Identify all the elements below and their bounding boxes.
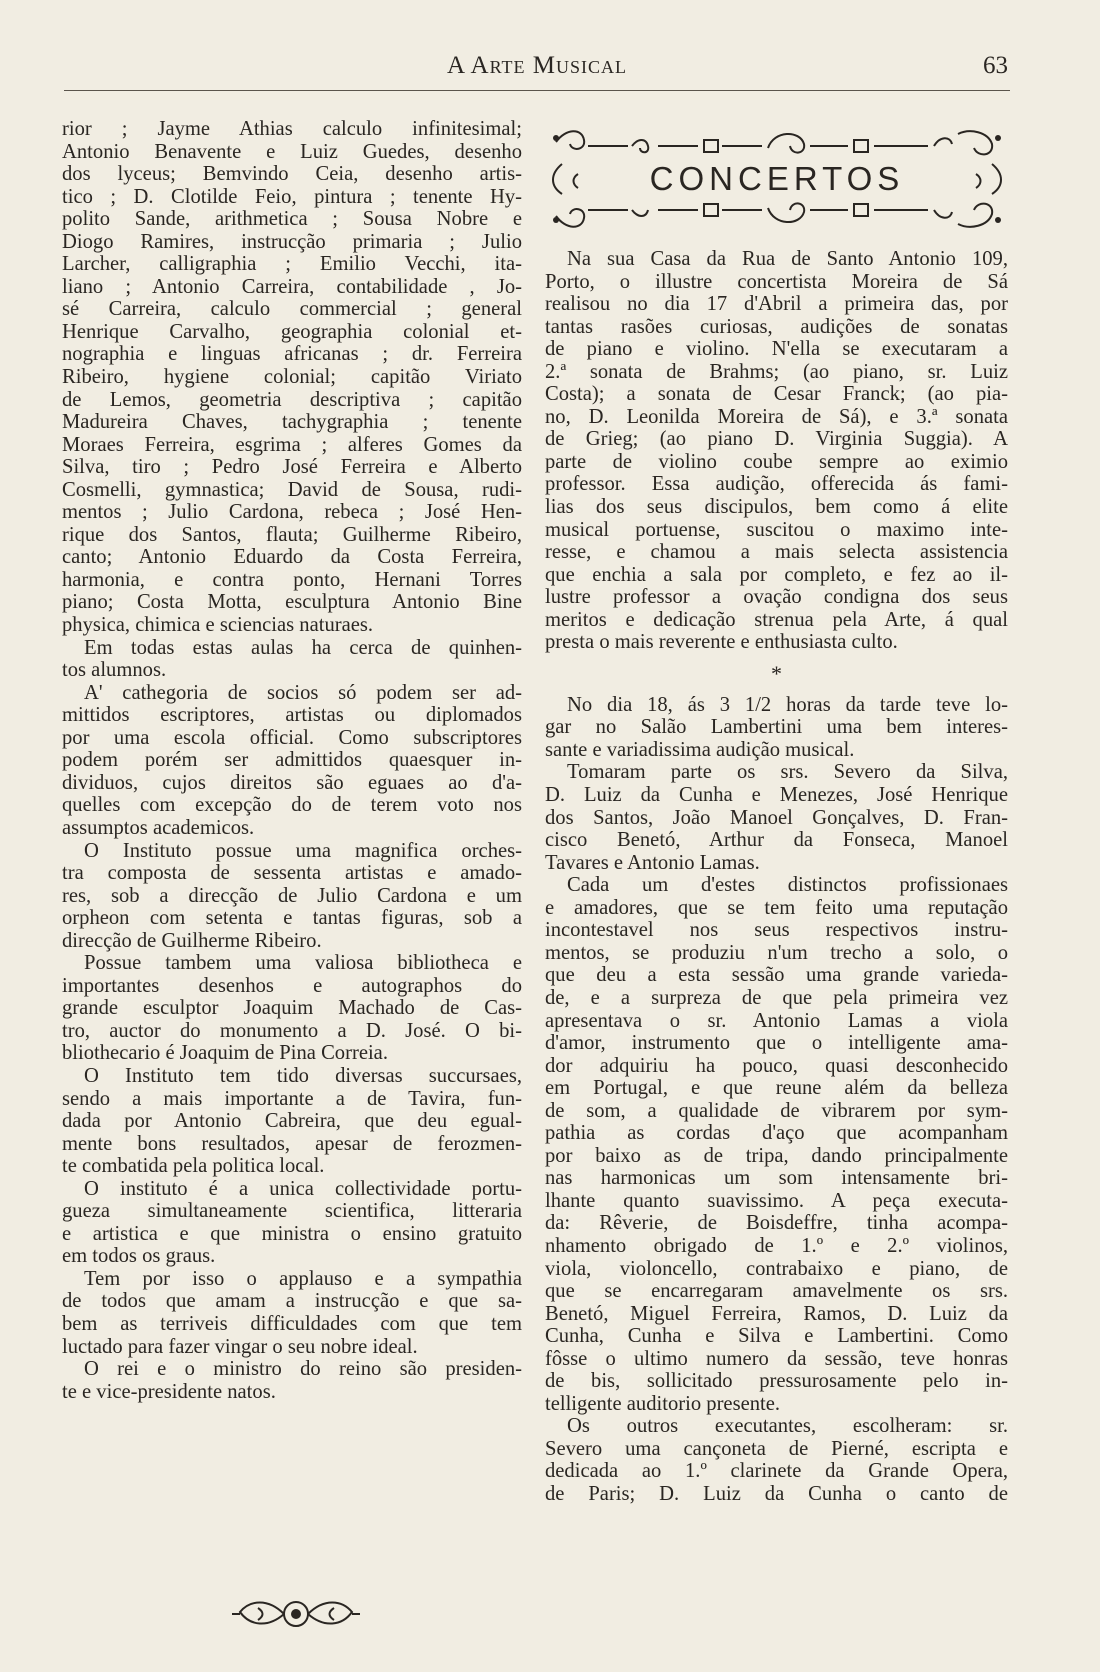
text-line: Henrique Carvalho, geographia colonial et- bbox=[62, 320, 522, 343]
text-line: Antonio Benavente e Luiz Guedes, desenho bbox=[62, 140, 522, 163]
text-line: em Portugal, e que reune além da belleza bbox=[545, 1077, 1008, 1100]
text-line: que se encarregaram amavelmente os srs. bbox=[545, 1280, 1008, 1303]
text-line: bliothecario é Joaquim de Pina Correia. bbox=[62, 1042, 388, 1065]
text-line: Madureira Chaves, tachygraphia ; tenente bbox=[62, 411, 522, 434]
text-line: sante e variadissima audição musical. bbox=[545, 738, 855, 761]
text-line: Possue tambem uma valiosa bibliotheca e bbox=[84, 952, 522, 975]
text-line: de todos que amam a instrucção e que sa- bbox=[62, 1290, 522, 1313]
text-line: de piano e violino. N'ella se executaram a bbox=[545, 338, 1008, 361]
text-line: de som, a qualidade de vibrarem por sym- bbox=[545, 1099, 1008, 1122]
text-line: res, sob a direcção de Julio Cardona e um bbox=[62, 884, 522, 907]
text-line: viola, violoncello, contrabaixo e piano, de bbox=[545, 1257, 1008, 1280]
text-line: O Instituto tem tido diversas succursaes, bbox=[84, 1064, 522, 1087]
text-line: O rei e o ministro do reino são presiden- bbox=[84, 1358, 522, 1381]
text-line: lustre professor a ovação condigna dos seus bbox=[545, 586, 1008, 609]
running-header bbox=[64, 52, 1010, 86]
text-line: telligente auditorio presente. bbox=[545, 1392, 781, 1415]
text-line: Benetó, Miguel Ferreira, Ramos, D. Luiz da bbox=[545, 1302, 1008, 1325]
text-line: dos lyceus; Bemvindo Ceia, desenho artis- bbox=[62, 163, 522, 186]
text-line: Cosmelli, gymnastica; David de Sousa, rudi- bbox=[62, 478, 522, 501]
text-line: de Grieg; (ao piano D. Virginia Suggia). A bbox=[545, 428, 1008, 451]
text-line: professor. Essa audição, offerecida ás fami- bbox=[545, 473, 1008, 496]
text-line: de, e a surpreza de que pela primeira vez bbox=[545, 986, 1008, 1009]
text-line: nographia e linguas africanas ; dr. Ferreira bbox=[62, 343, 522, 366]
text-line: luctado para fazer vingar o seu nobre ideal. bbox=[62, 1335, 418, 1358]
text-line: Diogo Ramires, instrucção primaria ; Julio bbox=[62, 230, 522, 253]
text-line: Cada um d'estes distinctos profissionaes bbox=[567, 874, 1008, 897]
text-line: D. Luiz da Cunha e Menezes, José Henrique bbox=[545, 784, 1008, 807]
text-line: de Paris; D. Luiz da Cunha o canto de bbox=[545, 1482, 1008, 1505]
text-line: rique dos Santos, flauta; Guilherme Ribeiro, bbox=[62, 523, 522, 546]
text-line: assumptos academicos. bbox=[62, 816, 255, 839]
text-line: tro, auctor do monumento a D. José. O bi- bbox=[62, 1019, 522, 1042]
text-line: dedicada ao 1.º clarinete da Grande Opera, bbox=[545, 1460, 1008, 1483]
text-line: resse, e chamou a mais selecta assistencia bbox=[545, 541, 1008, 564]
right-column bbox=[545, 248, 1008, 1506]
text-line: 2.ª sonata de Brahms; (ao piano, sr. Luiz bbox=[545, 360, 1008, 383]
text-line: da: Rêverie, de Boisdeffre, tinha acompa- bbox=[545, 1212, 1008, 1235]
text-line: dividuos, cujos direitos são eguaes ao d'a- bbox=[62, 771, 522, 794]
text-line: quelles com excepção do de terem voto nos bbox=[62, 794, 522, 817]
text-line: realisou no dia 17 d'Abril a primeira das, por bbox=[545, 293, 1008, 316]
text-line: em todos os graus. bbox=[62, 1245, 216, 1268]
text-line: No dia 18, ás 3 1/2 horas da tarde teve lo- bbox=[567, 693, 1008, 716]
text-line: canto; Antonio Eduardo da Costa Ferreira, bbox=[62, 546, 522, 569]
concertos-heading bbox=[548, 124, 1006, 234]
text-line: Cunha, Cunha e Silva e Lambertini. Como bbox=[545, 1325, 1008, 1348]
text-line: Tomaram parte os srs. Severo da Silva, bbox=[567, 761, 1008, 784]
text-line: presta o mais reverente e enthusiasta culto. bbox=[545, 631, 898, 654]
text-line: Porto, o illustre concertista Moreira de Sá bbox=[545, 270, 1008, 293]
text-line: nhamento obrigado de 1.º e 2.º violinos, bbox=[545, 1234, 1008, 1257]
text-line: orpheon com setenta e tantas figuras, sob a bbox=[62, 907, 522, 930]
text-line: importantes desenhos e autographos do bbox=[62, 974, 522, 997]
text-line: piano; Costa Motta, esculptura Antonio Bine bbox=[62, 591, 522, 614]
text-line: tico ; D. Clotilde Feio, pintura ; tenente Hy- bbox=[62, 185, 522, 208]
text-line: e amadores, que se tem feito uma reputação bbox=[545, 896, 1008, 919]
text-line: liano ; Antonio Carreira, contabilidade , Jo- bbox=[62, 275, 522, 298]
left-column bbox=[62, 118, 522, 1403]
text-line: rior ; Jayme Athias calculo infinitesimal; bbox=[62, 118, 522, 140]
text-line: Os outros executantes, escolheram: sr. bbox=[567, 1415, 1008, 1438]
text-line: lhante quanto suavissimo. A peça executa- bbox=[545, 1189, 1008, 1212]
text-line: e artistica e que ministra o ensino gratuito bbox=[62, 1222, 522, 1245]
page-number: 63 bbox=[983, 52, 1008, 79]
text-line: pathia as cordas d'aço que acompanham bbox=[545, 1122, 1008, 1145]
text-line: dada por Antonio Cabreira, que deu egual- bbox=[62, 1110, 522, 1133]
asterisk-separator: * bbox=[771, 660, 782, 686]
text-line: de Lemos, geometria descriptiva ; capitão bbox=[62, 388, 522, 411]
text-line: podem porém ser admittidos quaesquer in- bbox=[62, 749, 522, 772]
text-line: sendo a mais importante a de Tavira, fun- bbox=[62, 1087, 522, 1110]
text-line: Na sua Casa da Rua de Santo Antonio 109, bbox=[567, 248, 1008, 270]
text-line: te combatida pela politica local. bbox=[62, 1155, 325, 1178]
text-line: Costa); a sonata de Cesar Franck; (ao pia- bbox=[545, 383, 1008, 406]
text-line: direcção de Guilherme Ribeiro. bbox=[62, 929, 322, 952]
text-line: Severo uma cançoneta de Pierné, escripta e bbox=[545, 1437, 1008, 1460]
fleuron-ornament bbox=[228, 1592, 364, 1636]
text-line: que deu a esta sessão uma grande varieda- bbox=[545, 964, 1008, 987]
text-line: physica, chimica e sciencias naturaes. bbox=[62, 614, 374, 637]
text-line: que enchia a sala por completo, e fez ao il- bbox=[545, 563, 1008, 586]
text-line: cisco Benetó, Arthur da Fonseca, Manoel bbox=[545, 829, 1008, 852]
text-line: Larcher, calligraphia ; Emilio Vecchi, ita- bbox=[62, 253, 522, 276]
text-line: harmonia, e contra ponto, Hernani Torres bbox=[62, 568, 522, 591]
text-line: Em todas estas aulas ha cerca de quinhen- bbox=[84, 636, 522, 659]
text-line: tos alumnos. bbox=[62, 659, 167, 682]
journal-title: A Arte Musical bbox=[447, 52, 627, 79]
text-line: nas harmonicas um som intensamente bri- bbox=[545, 1167, 1008, 1190]
text-line: A' cathegoria de socios só podem ser ad- bbox=[84, 681, 522, 704]
text-line: parte de violino coube sempre ao eximio bbox=[545, 450, 1008, 473]
text-line: gar no Salão Lambertini uma bem interes- bbox=[545, 716, 1008, 739]
text-line: Ribeiro, hygiene colonial; capitão Viriato bbox=[62, 366, 522, 389]
text-line: O Instituto possue uma magnifica orches- bbox=[84, 839, 522, 862]
text-line: por uma escola official. Como subscriptores bbox=[62, 726, 522, 749]
text-line: tra composta de sessenta artistas e amado- bbox=[62, 862, 522, 885]
section-title: CONCERTOS bbox=[649, 160, 905, 197]
text-line: te e vice-presidente natos. bbox=[62, 1380, 276, 1403]
text-line: no, D. Leonilda Moreira de Sá), e 3.ª sonata bbox=[545, 405, 1008, 428]
text-line: sé Carreira, calculo commercial ; general bbox=[62, 298, 522, 321]
text-line: mentos ; Julio Cardona, rebeca ; José Hen- bbox=[62, 501, 522, 524]
text-line: incontestavel nos seus respectivos instru- bbox=[545, 919, 1008, 942]
text-line: tantas rasões curiosas, audições de sonatas bbox=[545, 315, 1008, 338]
text-line: d'amor, instrumento que o intelligente ama- bbox=[545, 1032, 1008, 1055]
text-line: mente bons resultados, apesar de ferozmen- bbox=[62, 1132, 522, 1155]
text-line: Moraes Ferreira, esgrima ; alferes Gomes da bbox=[62, 433, 522, 456]
text-line: dor adquiriu ha pouco, quasi desconhecido bbox=[545, 1054, 1008, 1077]
text-line: Tem por isso o applauso e a sympathia bbox=[84, 1267, 522, 1290]
text-line: de bis, sollicitado pressurosamente pelo in- bbox=[545, 1370, 1008, 1393]
text-line: fôsse o ultimo numero da sessão, teve honras bbox=[545, 1347, 1008, 1370]
text-line: Tavares e Antonio Lamas. bbox=[545, 851, 760, 874]
header-rule bbox=[64, 90, 1010, 91]
text-line: Silva, tiro ; Pedro José Ferreira e Alberto bbox=[62, 456, 522, 479]
text-line: bem as terriveis difficuldades com que tem bbox=[62, 1312, 522, 1335]
text-line: meritos e dedicação strenua pela Arte, á qual bbox=[545, 608, 1008, 631]
text-line: musical portuense, suscitou o maximo inte- bbox=[545, 518, 1008, 541]
text-line: apresentava o sr. Antonio Lamas a viola bbox=[545, 1009, 1008, 1032]
text-line: mittidos escriptores, artistas ou diplomados bbox=[62, 704, 522, 727]
text-line: gueza simultaneamente scientifica, litteraria bbox=[62, 1200, 522, 1223]
text-line: por baixo as de tripa, dando principalmente bbox=[545, 1144, 1008, 1167]
text-line: grande esculptor Joaquim Machado de Cas- bbox=[62, 997, 522, 1020]
text-line: mentos, se produziu n'um trecho a solo, o bbox=[545, 941, 1008, 964]
text-line: polito Sande, arithmetica ; Sousa Nobre e bbox=[62, 208, 522, 231]
text-line: O instituto é a unica collectividade portu- bbox=[84, 1177, 522, 1200]
text-line: lias dos seus discipulos, bem como á elite bbox=[545, 496, 1008, 519]
text-line: dos Santos, João Manoel Gonçalves, D. Fran- bbox=[545, 806, 1008, 829]
